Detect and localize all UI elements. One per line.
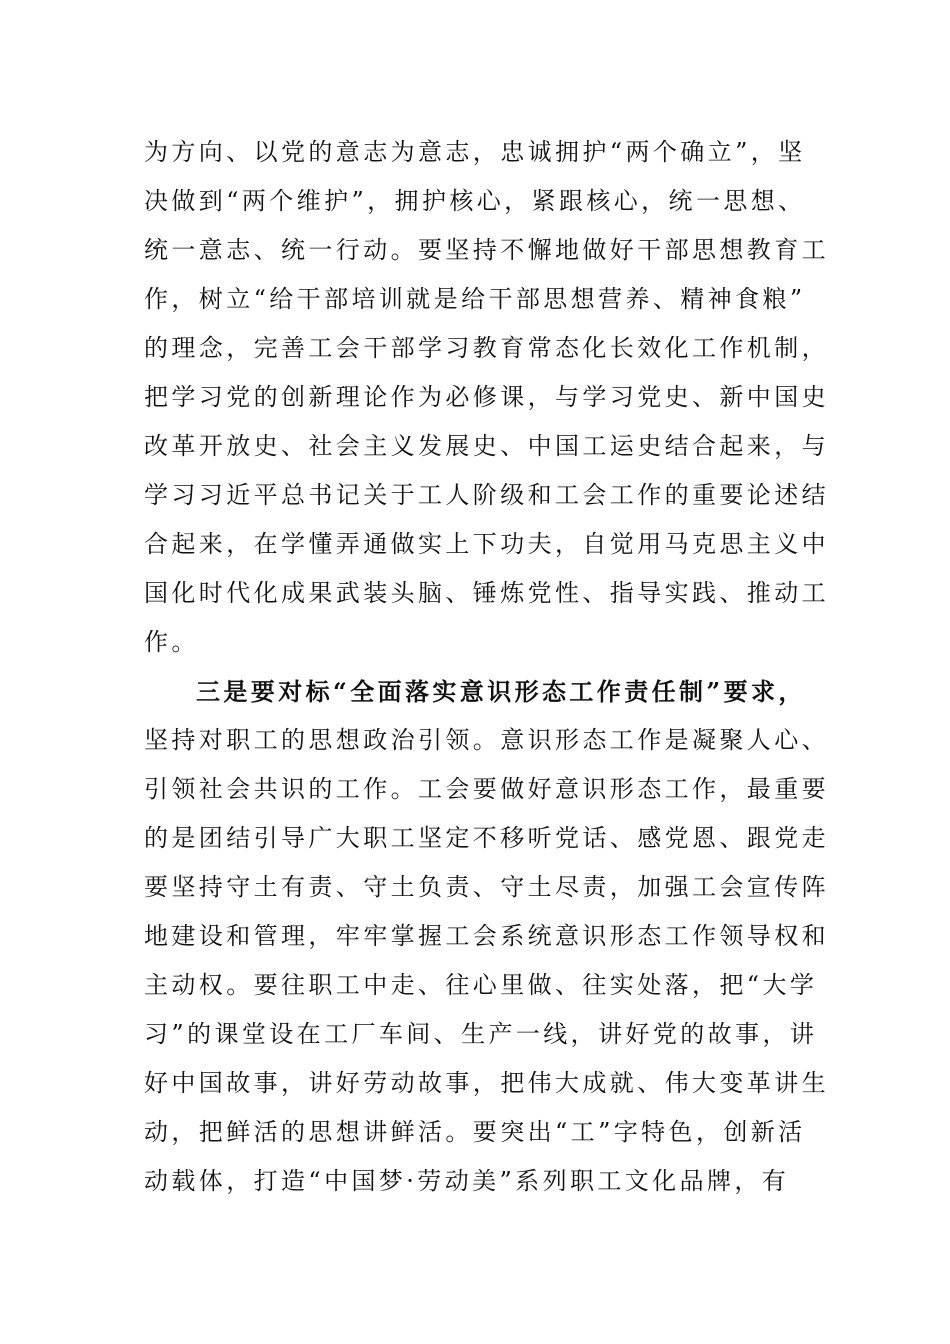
text-line: 引领社会共识的工作。工会要做好意识形态工作，最重要	[144, 775, 829, 803]
text-line: 合起来，在学懂弄通做实上下功夫，自觉用马克思主义中	[144, 530, 829, 558]
text-line: 好中国故事，讲好劳动故事，把伟大成就、伟大变革讲生	[144, 1069, 829, 1097]
text-line: 坚持对职工的思想政治引领。意识形态工作是凝聚人心、	[144, 726, 829, 754]
text-line: 动载体，打造“中国梦·劳动美”系列职工文化品牌，有	[144, 1167, 790, 1195]
paragraph-2	[144, 667, 829, 1206]
text-line: 的理念，完善工会干部学习教育常态化长效化工作机制，	[144, 334, 829, 362]
text-line: 决做到“两个维护”，拥护核心，紧跟核心，统一思想、	[144, 187, 806, 215]
text-line: 的是团结引导广大职工坚定不移听党话、感党恩、跟党走	[144, 824, 829, 852]
text-line: 要坚持守土有责、守土负责、守土尽责，加强工会宣传阵	[144, 873, 829, 901]
paragraph-1	[144, 128, 829, 667]
text-line: 地建设和管理，牢牢掌握工会系统意识形态工作领导权和	[144, 922, 829, 950]
text-line: 主动权。要往职工中走、往心里做、往实处落，把“大学	[144, 971, 818, 999]
text-line: 为方向、以党的意志为意志，忠诚拥护“两个确立”，坚	[144, 138, 806, 166]
text-line: 习”的课堂设在工厂车间、生产一线，讲好党的故事，讲	[144, 1020, 818, 1048]
document-body	[144, 128, 829, 1206]
text-line: 作，树立“给干部培训就是给干部思想营养、精神食粮”	[144, 285, 806, 313]
text-line: 作。	[144, 628, 199, 656]
text-line: 国化时代化成果武装头脑、锤炼党性、指导实践、推动工	[144, 579, 829, 607]
text-line: 动，把鲜活的思想讲鲜活。要突出“工”字特色，创新活	[144, 1118, 806, 1146]
text-line: 统一意志、统一行动。要坚持不懈地做好干部思想教育工	[144, 236, 829, 264]
text-line: 改革开放史、社会主义发展史、中国工运史结合起来，与	[144, 432, 829, 460]
text-line: 学习习近平总书记关于工人阶级和工会工作的重要论述结	[144, 481, 829, 509]
text-line: 把学习党的创新理论作为必修课，与学习党史、新中国史	[144, 383, 829, 411]
paragraph-heading: 三是要对标“全面落实意识形态工作责任制”要求，	[196, 677, 806, 706]
